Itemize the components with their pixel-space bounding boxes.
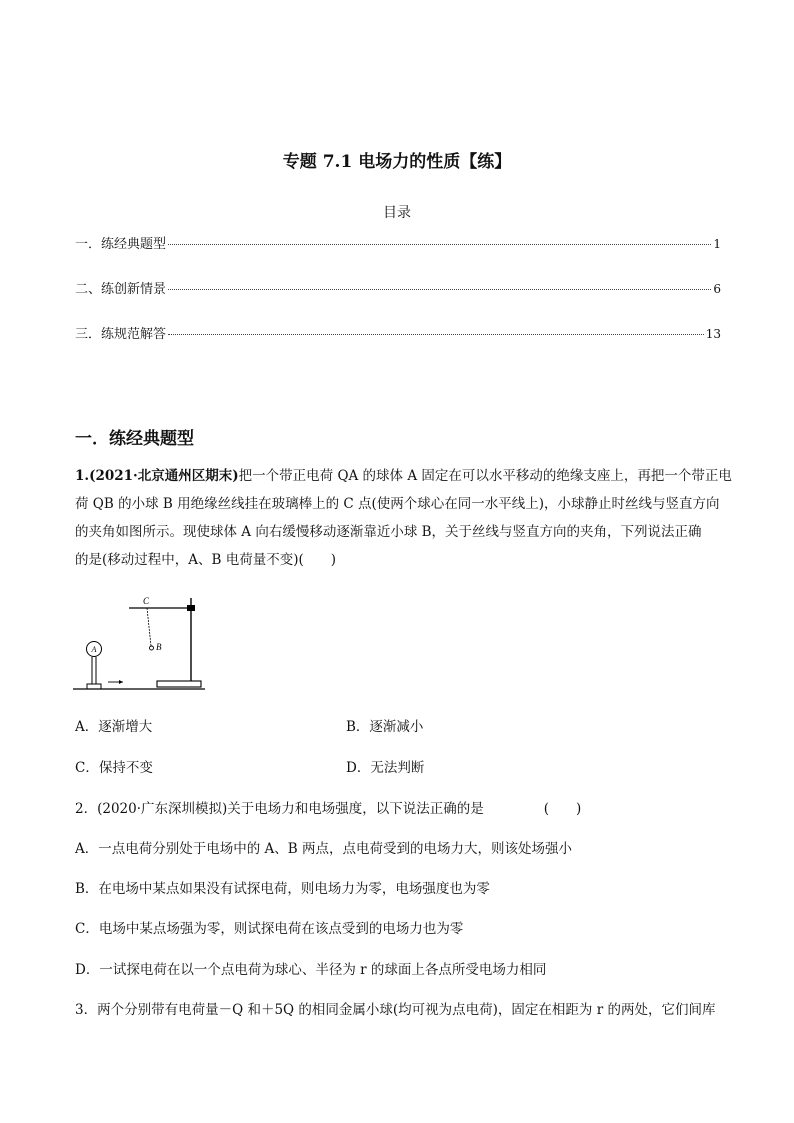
insulated-support [87, 684, 101, 689]
toc-entry-label: 二、练创新情景 [75, 282, 167, 297]
silk-thread [147, 608, 151, 646]
option-c[interactable]: C．保持不变 [75, 760, 153, 776]
question-1-line-3: 的夹角如图所示。现使球体 A 向右缓慢移动逐渐靠近小球 B，关于丝线与竖直方向的夹角，下列说法正确 [75, 524, 702, 540]
option-a[interactable]: A．逐渐增大 [75, 719, 153, 735]
toc-entry-page: 1 [713, 237, 721, 251]
question-1-source: 1.(2021·北京通州区期末) [75, 468, 239, 484]
label-c: C [143, 596, 150, 606]
ball-b [150, 646, 154, 650]
question-2-text: 2．(2020·广东深圳模拟)关于电场力和电场强度，以下说法正确的是 [75, 801, 484, 817]
answer-paren: ( ) [543, 801, 582, 817]
stand-base [157, 681, 201, 687]
question-1-text: 把一个带正电荷 QA 的球体 A 固定在可以水平移动的绝缘支座上，再把一个带正电 [238, 468, 732, 484]
toc-entry-page: 13 [705, 327, 721, 341]
question-2-option-a[interactable]: A．一点电荷分别处于电场中的 A、B 两点，点电荷受到的电场力大，则该处场强小 [75, 841, 573, 857]
document-title: 专题 7.1 电场力的性质【练】 [282, 152, 512, 172]
question-2-option-c[interactable]: C．电场中某点场强为零，则试探电荷在该点受到的电场力也为零 [75, 921, 464, 937]
toc-entry-1[interactable] [75, 233, 721, 253]
question-3-stem: 3．两个分别带有电荷量－Q 和＋5Q 的相同金属小球(均可视为点电荷)，固定在相距为 r 的两处，它们间库 [75, 1002, 716, 1018]
toc-entry-label: 三．练规范解答 [75, 327, 167, 342]
question-2-option-b[interactable]: B．在电场中某点如果没有试探电荷，则电场力为零，电场强度也为零 [75, 881, 490, 897]
option-d[interactable]: D．无法判断 [346, 760, 425, 776]
option-b[interactable]: B．逐渐减小 [346, 719, 424, 735]
question-1-figure [73, 592, 213, 692]
section-heading: 一．练经典题型 [75, 429, 194, 449]
question-1 [75, 462, 732, 574]
toc-entry-label: 一．练经典题型 [75, 237, 167, 252]
toc-heading: 目录 [383, 205, 411, 221]
toc-leader-dots [168, 289, 711, 290]
toc-entry-3[interactable] [75, 323, 721, 343]
question-1-line-1 [75, 462, 732, 490]
toc-leader-dots [168, 334, 704, 335]
question-1-line-2: 荷 QB 的小球 B 用绝缘丝线挂在玻璃棒上的 C 点(使两个球心在同一水平线上)，小球静止时丝线与竖直方向 [75, 496, 720, 512]
toc-leader-dots [168, 244, 711, 245]
label-a: A [91, 645, 97, 654]
question-2-stem [75, 797, 581, 817]
label-b: B [156, 642, 162, 652]
toc-entry-page: 6 [713, 282, 721, 296]
question-1-line-4: 的是(移动过程中，A、B 电荷量不变)( ) [75, 552, 337, 568]
toc-entry-2[interactable] [75, 278, 721, 298]
question-2-option-d[interactable]: D．一试探电荷在以一个点电荷为球心、半径为 r 的球面上各点所受电场力相同 [75, 962, 547, 978]
